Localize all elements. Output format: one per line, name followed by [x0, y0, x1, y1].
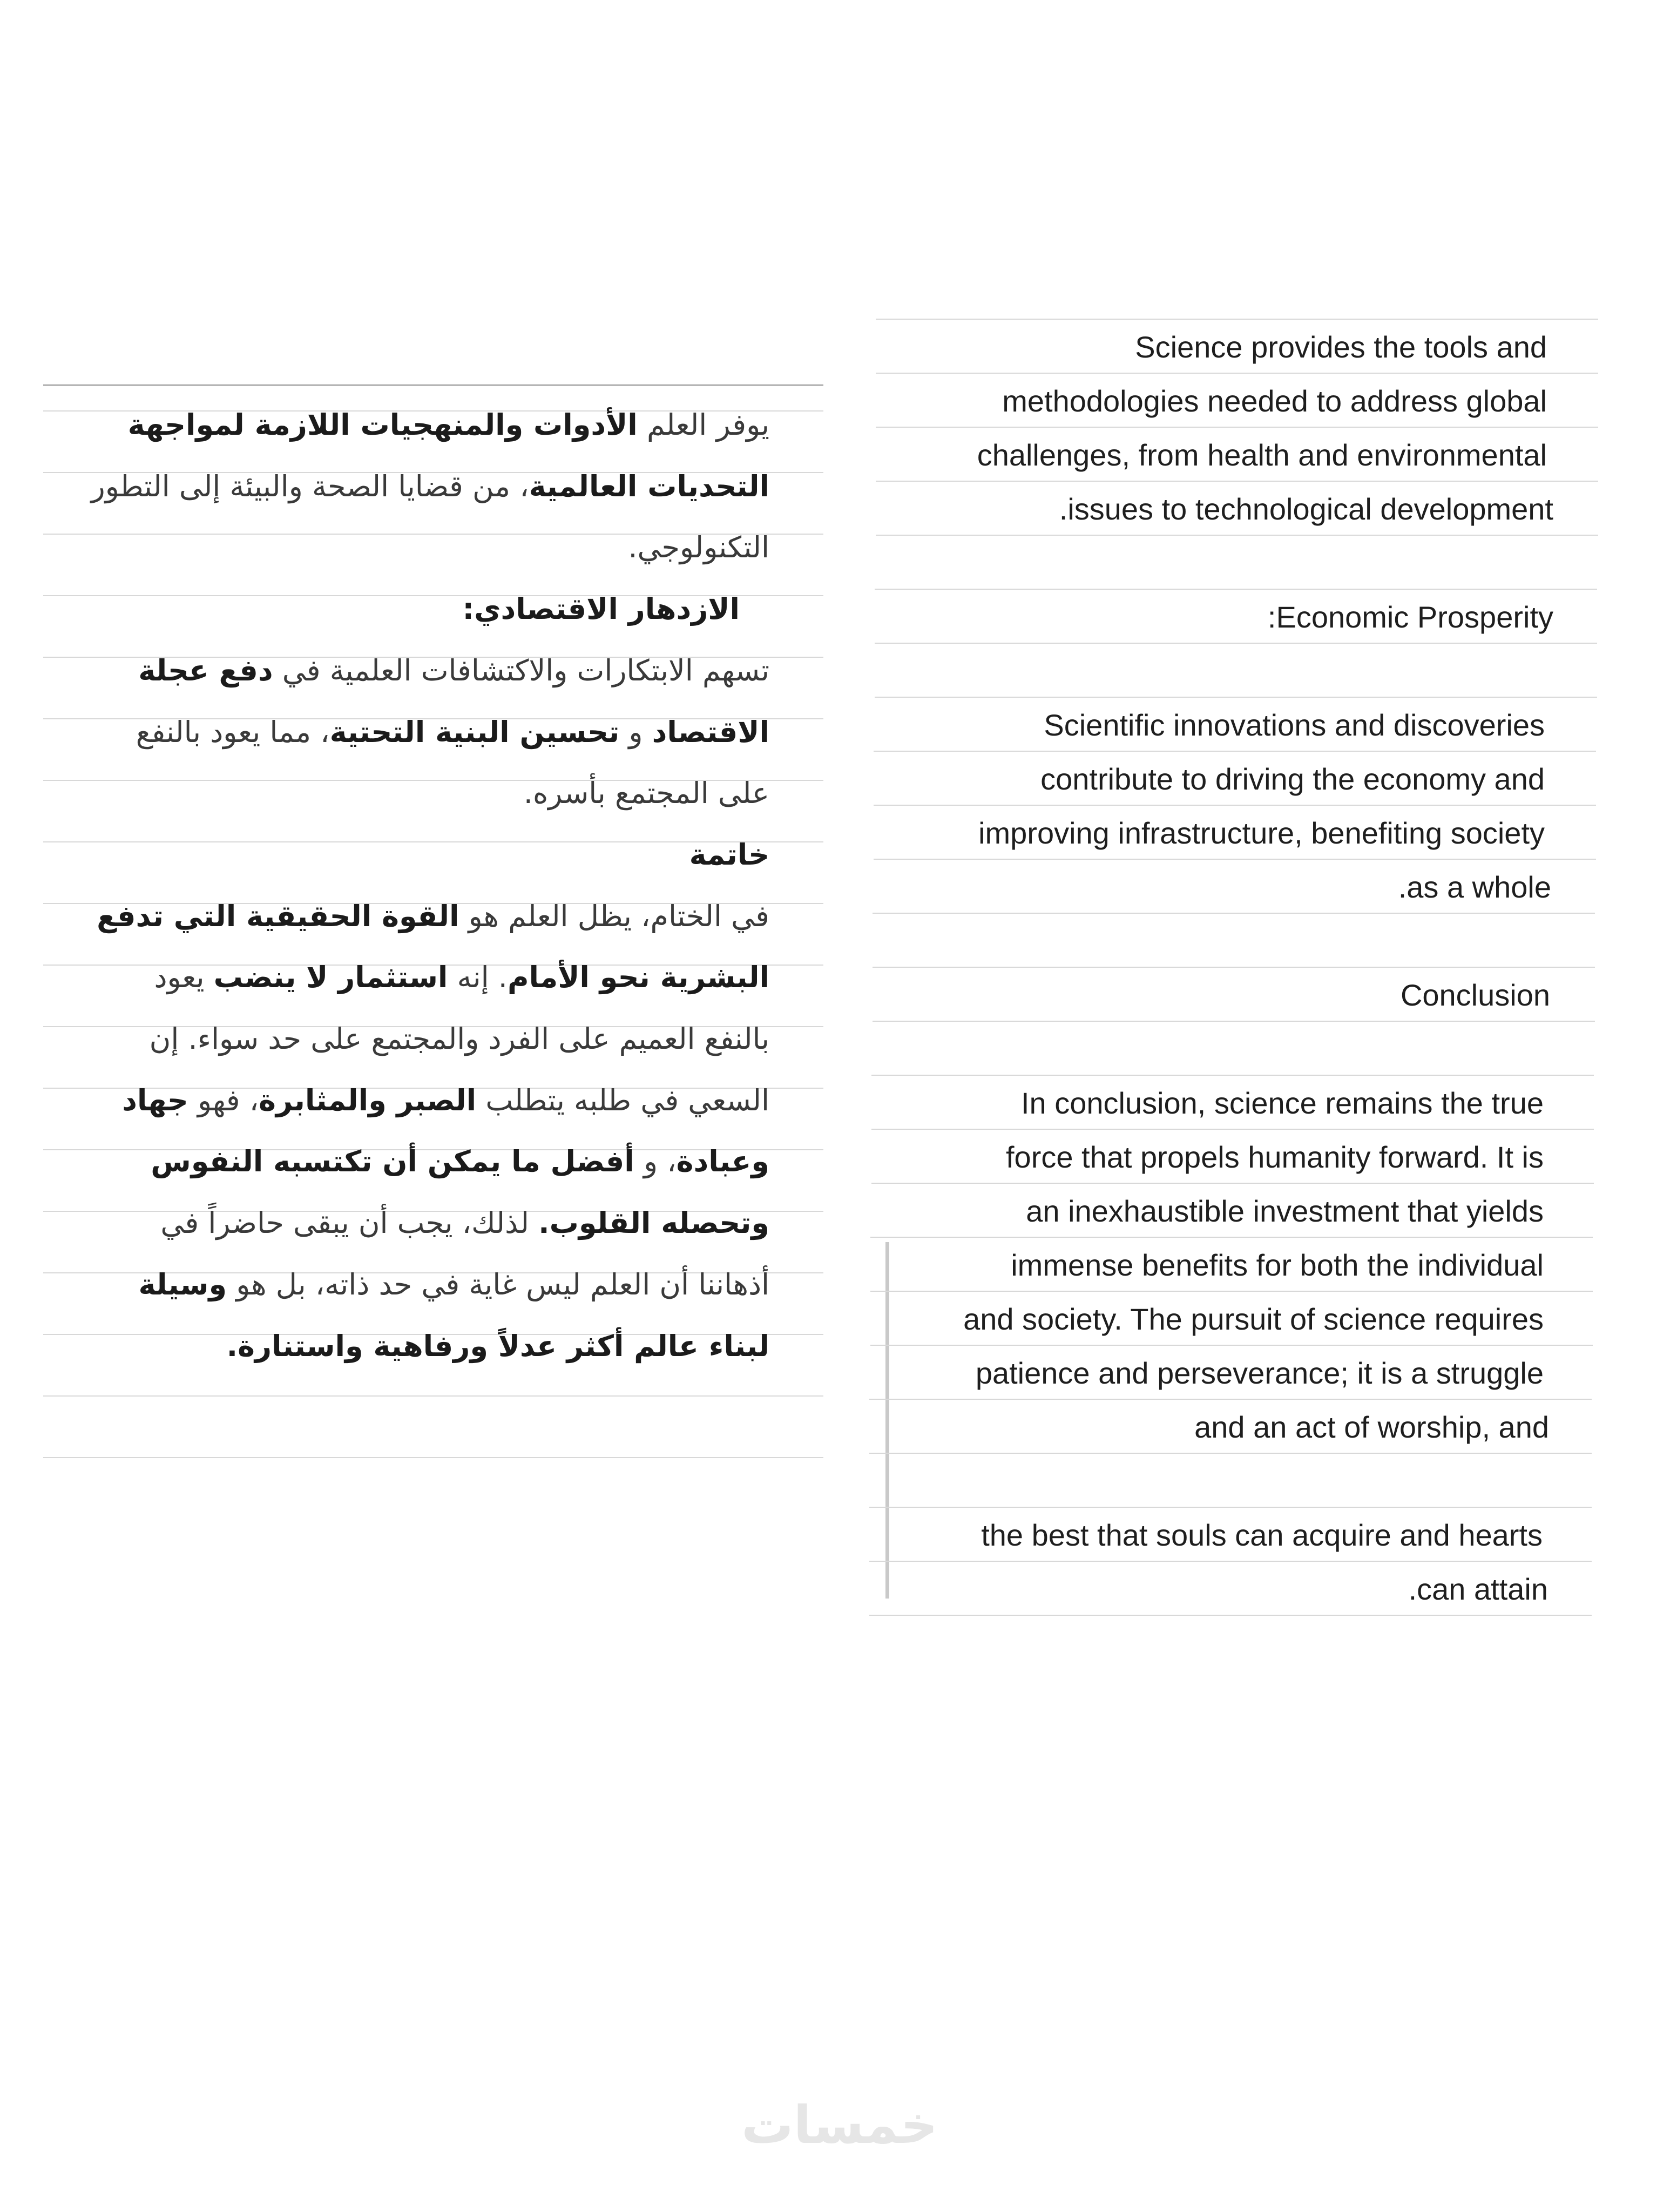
bold-run: القوة الحقيقية التي تدفع البشرية نحو الأمام — [97, 899, 769, 995]
ruled-line — [869, 1561, 1592, 1562]
english-line: improving infrastructure, benefiting society — [978, 816, 1545, 850]
text-run: ، مما يعود بالنفع على المجتمع بأسره. — [136, 714, 769, 811]
arabic-heading-conclusion: خاتمة — [689, 837, 769, 872]
text-run: و — [619, 714, 652, 749]
bold-run: وسيلة لبناء عالم أكثر عدلاً ورفاهية واستنارة. — [138, 1267, 769, 1363]
ruled-line — [869, 1453, 1592, 1454]
english-line: the best that souls can acquire and hearts — [981, 1518, 1543, 1552]
english-heading-economic: :Economic Prosperity — [1267, 600, 1553, 634]
arabic-heading-economic: الازدهار الاقتصادي: — [462, 592, 740, 626]
bold-run: تحسين البنية التحتية — [329, 714, 620, 749]
english-line: methodologies needed to address global — [1002, 384, 1547, 418]
bold-run: أفضل ما يمكن أن تكتسبه النفوس وتحصله القلوب. — [151, 1144, 769, 1240]
text-run: يوفر العلم — [637, 408, 769, 442]
text-run: ، فهو — [188, 1083, 259, 1117]
bold-run: دفع عجلة الاقتصاد — [138, 653, 769, 749]
bold-run: الأدوات والمنهجيات اللازمة لمواجهة التحديات العالمية — [127, 408, 769, 503]
ruled-line — [873, 967, 1595, 968]
english-line: contribute to driving the economy and — [1040, 762, 1545, 796]
text-run: تسهم الابتكارات والاكتشافات العلمية في — [273, 653, 769, 687]
text-run: . إنه — [448, 960, 508, 995]
ruled-line — [874, 805, 1596, 806]
ruled-line — [876, 535, 1598, 536]
ruled-line — [870, 1291, 1593, 1292]
khamsat-watermark: خمسات — [741, 2095, 938, 2155]
ruled-line — [876, 373, 1598, 374]
ruled-line — [874, 751, 1596, 752]
ruled-line — [870, 1345, 1593, 1346]
english-line: and an act of worship, and — [1194, 1410, 1549, 1444]
ruled-line — [871, 1075, 1594, 1076]
english-line: immense benefits for both the individual — [1011, 1248, 1544, 1282]
arabic-paragraph-intro — [84, 394, 769, 578]
text-run: ، و — [634, 1144, 677, 1179]
english-line: patience and perseverance; it is a struggle — [975, 1356, 1544, 1390]
english-line: challenges, from health and environmental — [977, 438, 1547, 472]
ruled-line — [43, 1395, 823, 1397]
english-line: .issues to technological development — [1059, 492, 1553, 526]
english-line: an inexhaustible investment that yields — [1026, 1194, 1544, 1228]
english-line: and society. The pursuit of science requires — [963, 1302, 1544, 1336]
top-rule — [43, 385, 823, 386]
text-run: يعود بالنفع العميم على الفرد والمجتمع على حد سواء. إن السعي في طلبه يتطلب — [149, 960, 769, 1117]
arabic-paragraph-economic — [84, 640, 769, 824]
english-line: force that propels humanity forward. It is — [1006, 1140, 1544, 1174]
ruled-line — [876, 319, 1598, 320]
text-run: في الختام، يظل العلم هو — [459, 899, 769, 933]
bold-run: الصبر والمثابرة — [259, 1083, 477, 1117]
ruled-line — [874, 859, 1596, 860]
ruled-line — [875, 697, 1597, 698]
english-line: .can attain — [1408, 1572, 1548, 1606]
english-column — [869, 319, 1601, 1626]
english-line: Scientific innovations and discoveries — [1044, 708, 1545, 742]
ruled-line — [43, 1457, 823, 1458]
bold-run: جهاد وعبادة — [122, 1083, 769, 1179]
ruled-line — [875, 589, 1597, 590]
ruled-line — [871, 1183, 1594, 1184]
english-heading-conclusion: Conclusion — [1400, 978, 1550, 1012]
ruled-line — [870, 1237, 1593, 1238]
ruled-line — [869, 1507, 1592, 1508]
text-run: لذلك، يجب أن يبقى حاضراً في أذهاننا أن العلم ليس غاية في حد ذاته، بل هو — [160, 1206, 769, 1301]
ruled-line — [873, 913, 1595, 914]
ruled-line — [871, 1129, 1594, 1130]
arabic-text — [84, 394, 769, 1377]
english-line: .as a whole — [1398, 870, 1551, 904]
ruled-line — [869, 1399, 1592, 1400]
ruled-line — [869, 1615, 1592, 1616]
ruled-line — [876, 481, 1598, 482]
ruled-line — [873, 1021, 1595, 1022]
english-line: In conclusion, science remains the true — [1020, 1086, 1544, 1120]
ruled-line — [876, 427, 1598, 428]
arabic-paragraph-conclusion — [84, 886, 769, 1377]
english-line: Science provides the tools and — [1135, 330, 1547, 364]
bold-run: استثمار لا ينضب — [213, 960, 448, 995]
text-run: ، من قضايا الصحة والبيئة إلى التطور التكنولوجي. — [91, 469, 769, 565]
ruled-line — [875, 643, 1597, 644]
